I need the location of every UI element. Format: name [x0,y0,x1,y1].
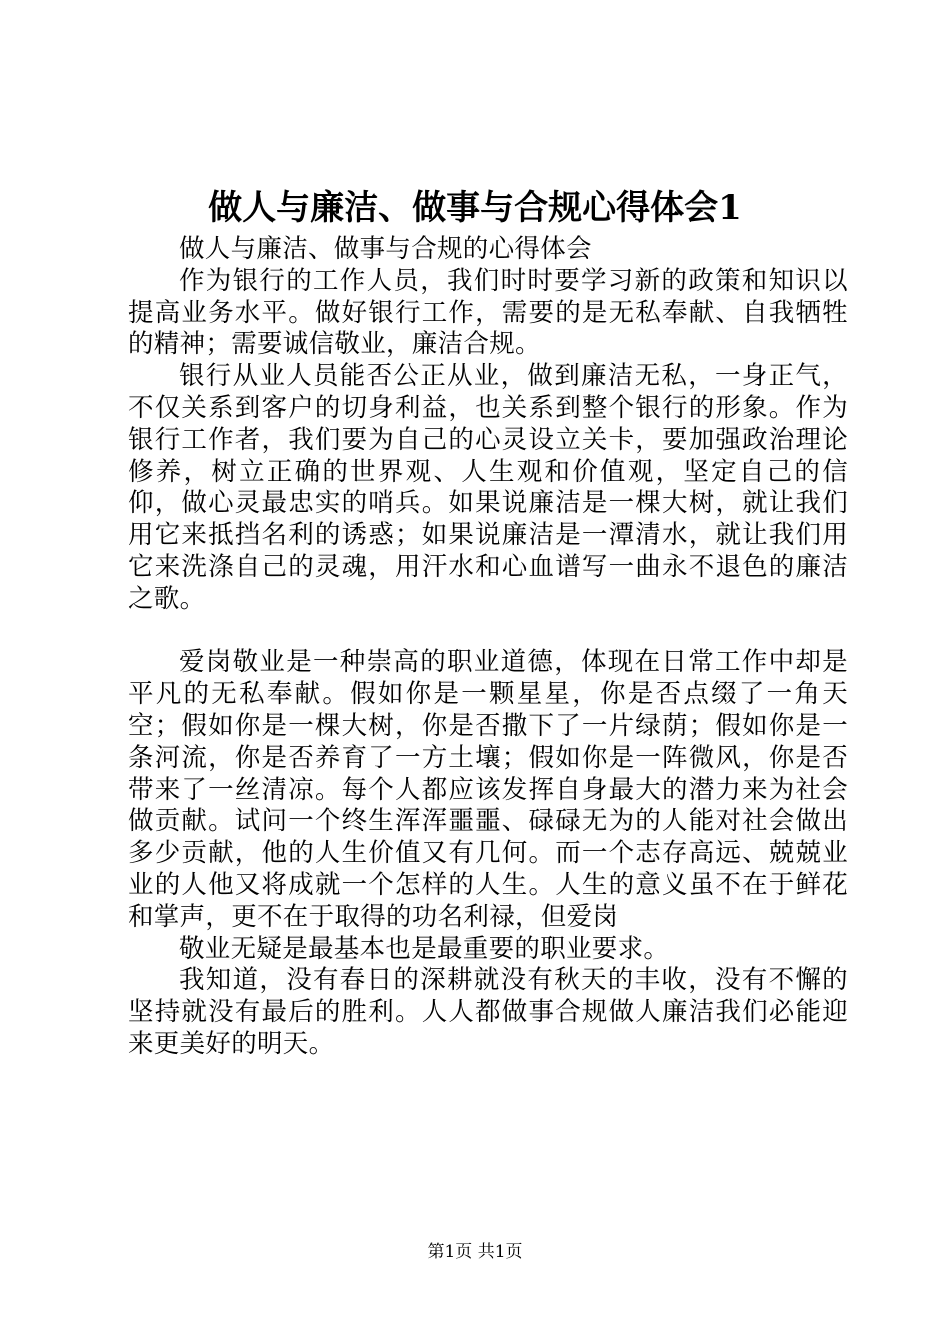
paragraph-2: 银行从业人员能否公正从业，做到廉洁无私，一身正气，不仅关系到客户的切身利益，也关系到整个银行的形象。作为银行工作者，我们要为自己的心灵设立关卡，要加强政治理论修养，树立正确的世界观、人生观和价值观，坚定自己的信仰，做心灵最忠实的哨兵。如果说廉洁是一棵大树，就让我们用它来抵挡名利的诱惑；如果说廉洁是一潭清水，就让我们用它来洗涤自己的灵魂，用汗水和心血谱写一曲永不退色的廉洁之歌。 [128,361,848,614]
paragraph-5: 我知道，没有春日的深耕就没有秋天的丰收，没有不懈的坚持就没有最后的胜利。人人都做事合规做人廉洁我们必能迎来更美好的明天。 [128,965,848,1059]
document-body [128,234,848,1061]
document-title: 做人与廉洁、做事与合规心得体会1 [208,188,742,228]
paragraph-spacer [128,616,848,648]
paragraph-subtitle: 做人与廉洁、做事与合规的心得体会 [179,234,592,264]
paragraph-3: 爱岗敬业是一种崇高的职业道德，体现在日常工作中却是平凡的无私奉献。假如你是一颗星星，你是否点缀了一角天空；假如你是一棵大树，你是否撒下了一片绿荫；假如你是一条河流，你是否养育了一方土壤；假如你是一阵微风，你是否带来了一丝清凉。每个人都应该发挥自身最大的潜力来为社会做贡献。试问一个终生浑浑噩噩、碌碌无为的人能对社会做出多少贡献，他的人生价值又有几何。而一个志存高远、兢兢业业的人他又将成就一个怎样的人生。人生的意义虽不在于鲜花和掌声，更不在于取得的功名利禄，但爱岗 [128,647,848,932]
paragraph-4: 敬业无疑是最基本也是最重要的职业要求。 [179,933,670,964]
paragraph-1: 作为银行的工作人员，我们时时要学习新的政策和知识以提高业务水平。做好银行工作，需要的是无私奉献、自我牺牲的精神；需要诚信敬业，廉洁合规。 [128,265,848,360]
page-footer: 第1页 共1页 [427,1242,523,1262]
